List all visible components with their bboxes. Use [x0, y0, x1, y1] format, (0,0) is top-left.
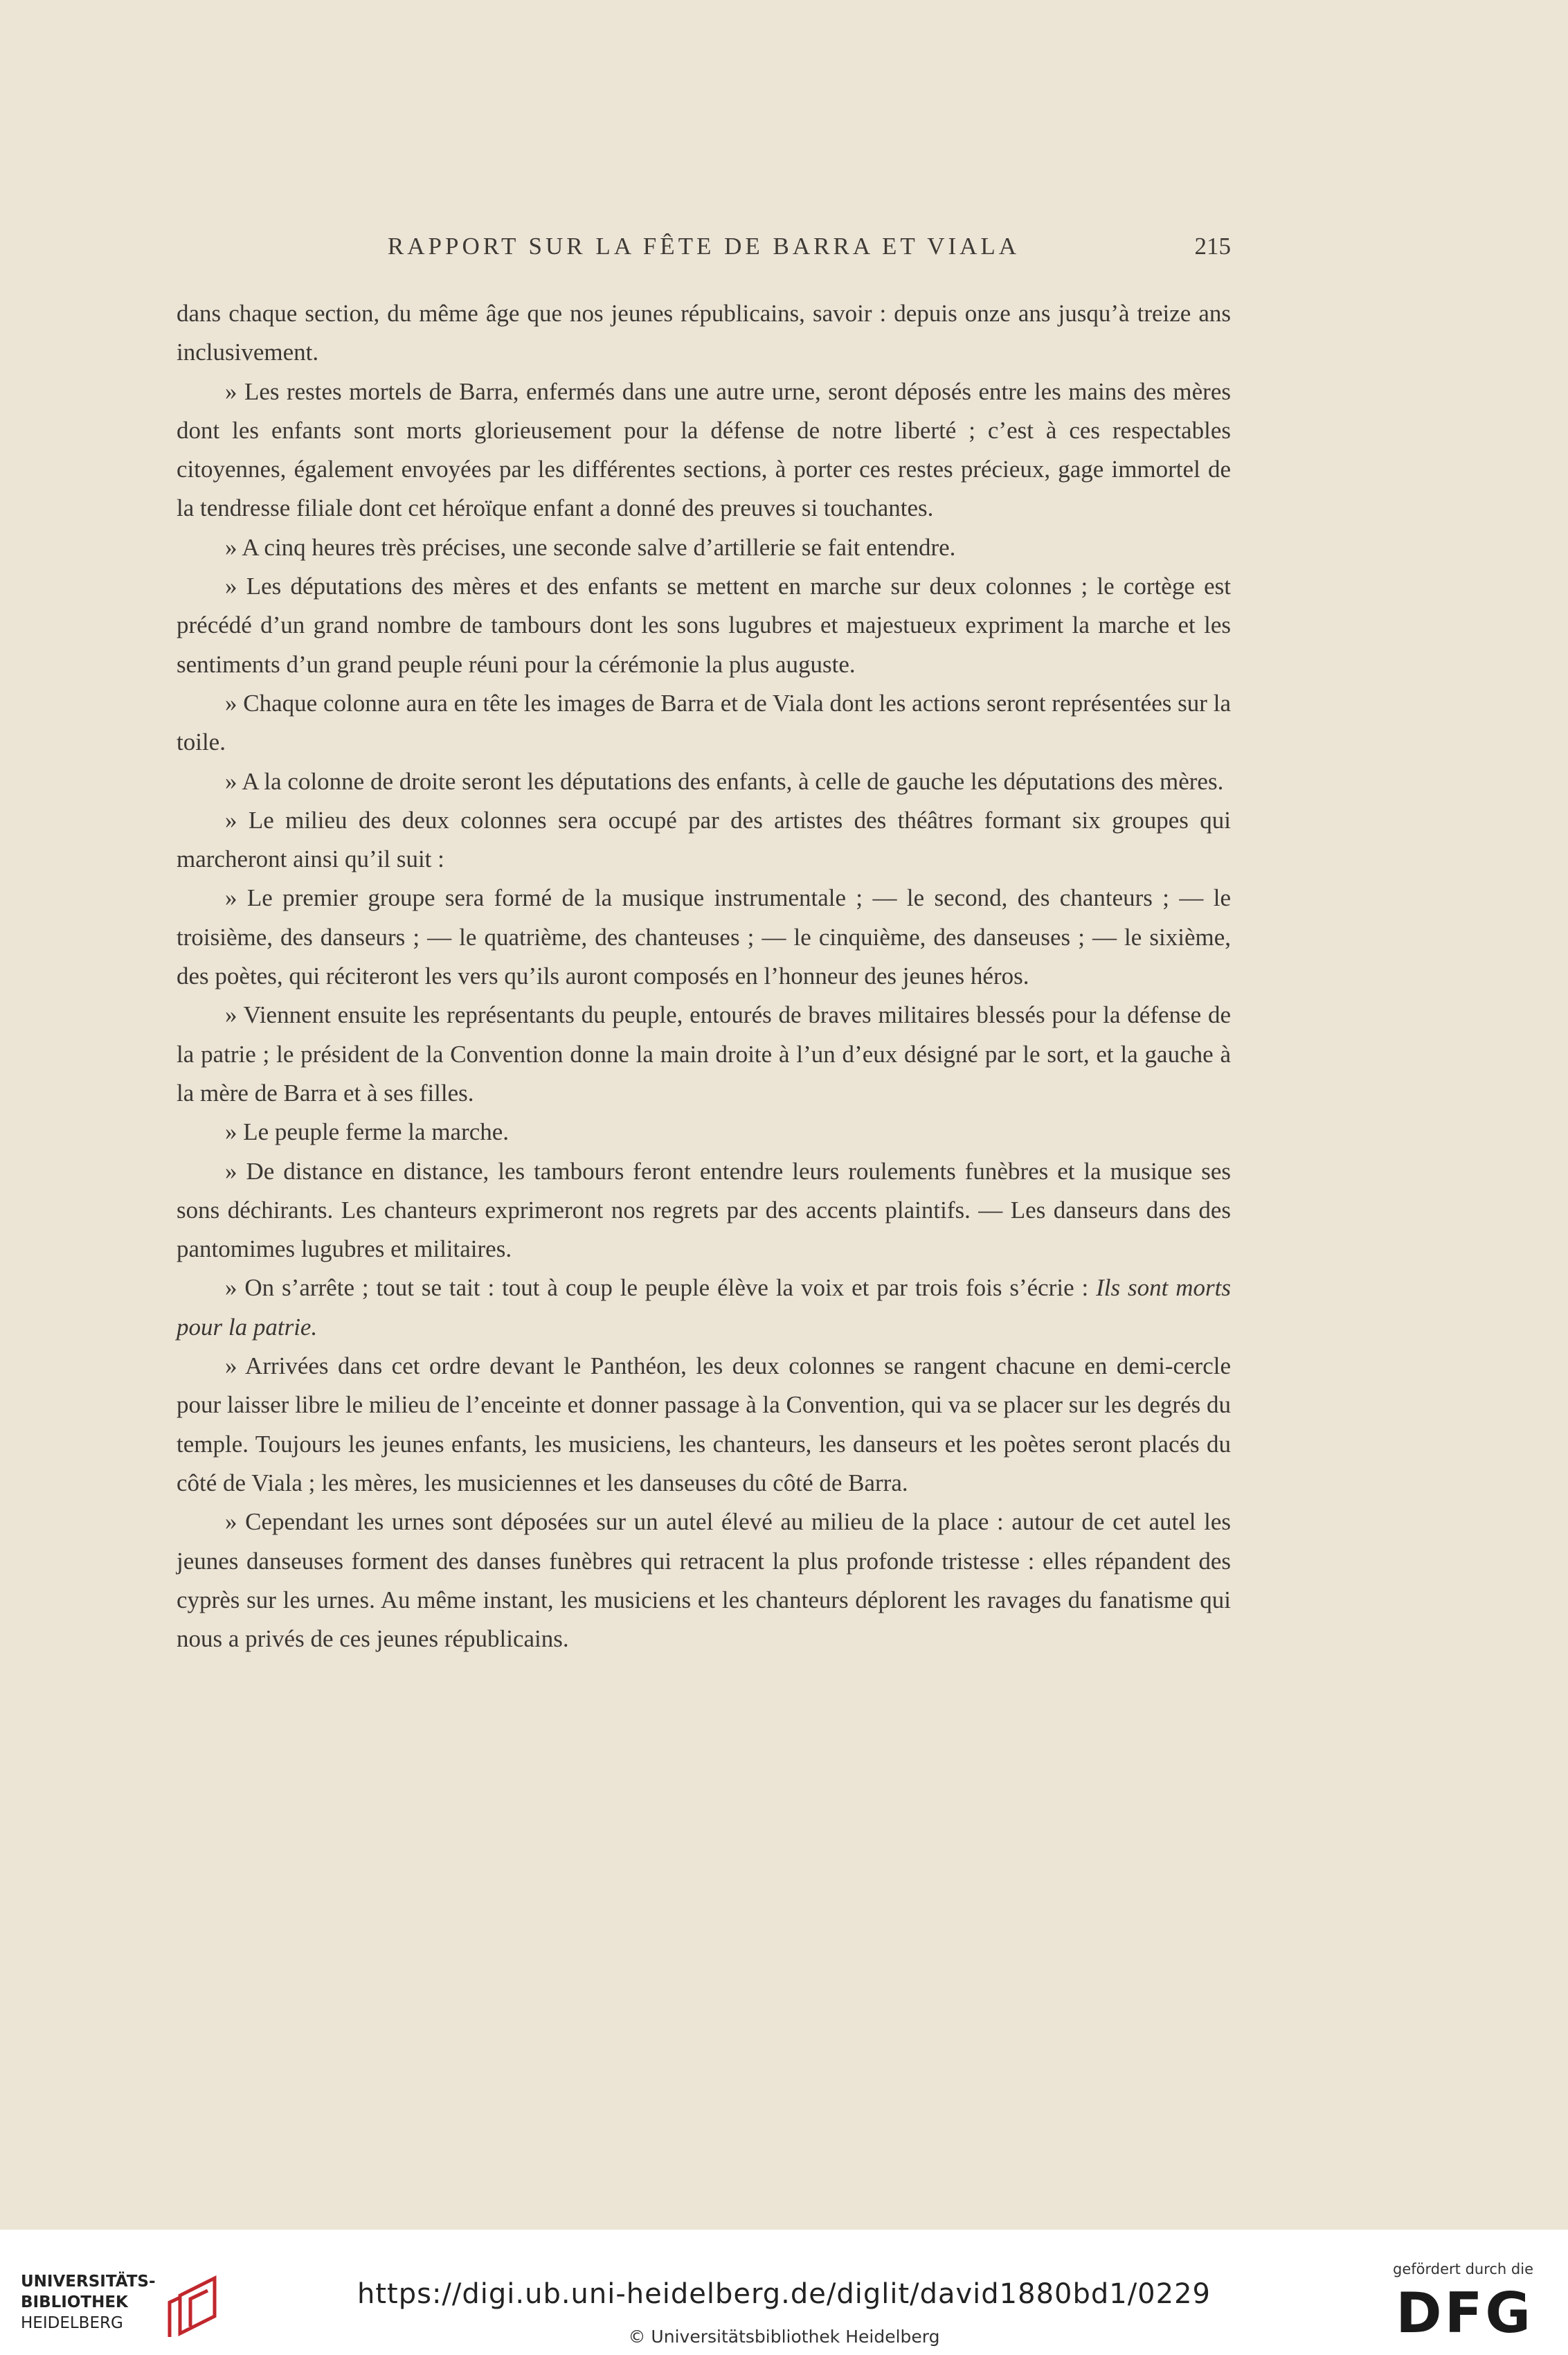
paragraph: dans chaque section, du même âge que nos jeunes républicains, savoir : depuis onze ans jusqu’à treize ans inclusivement. [177, 300, 1231, 366]
paragraph-text: » On s’arrête ; tout se tait : tout à coup le peuple élève la voix et par trois fois s’écrie : [225, 1274, 1089, 1302]
body-text [177, 294, 1231, 1658]
funding-caption: gefördert durch die [1393, 2261, 1533, 2277]
paragraph: » Les députations des mères et des enfants se mettent en marche sur deux colonnes ; le cortège est précédé d’un grand nombre de tambours dont les sons lugubres et majestueux expriment la marche et les sentiments d’un grand peuple réuni pour la cérémonie la plus auguste. [177, 573, 1231, 678]
paragraph: » De distance en distance, les tambours feront entendre leurs roulements funèbres et la musique ses sons déchirants. Les chanteurs exprimeront nos regrets par des accents plaintifs. — Les danseurs dans des pantomimes lugubres et militaires. [177, 1157, 1231, 1263]
digitization-footer [0, 2230, 1568, 2355]
paragraph: » Viennent ensuite les représentants du peuple, entourés de braves militaires blessés pour la défense de la patrie ; le président de la Convention donne la main droite à l’un d’eux désigné par le sort, et la gauche à la mère de Barra et à ses filles. [177, 1001, 1231, 1107]
library-name-line: HEIDELBERG [21, 2314, 123, 2332]
running-head [177, 233, 1231, 271]
paragraph: » Arrivées dans cet ordre devant le Panthéon, les deux colonnes se rangent chacune en demi-cercle pour laisser libre le milieu de l’enceinte et donner passage à la Convention, qui va se placer sur les degrés du temple. Toujours les jeunes enfants, les musiciens, les chanteurs, les danseurs et les poètes seront placés du côté de Viala ; les mères, les musiciennes et les danseuses du côté de Barra. [177, 1352, 1231, 1496]
dfg-funding[interactable] [1374, 2261, 1533, 2344]
library-name-line: BIBLIOTHEK [21, 2293, 128, 2311]
paragraph [177, 1269, 1231, 1347]
library-name-line: UNIVERSITÄTS- [21, 2273, 156, 2291]
citation-link[interactable]: https://digi.ub.uni-heidelberg.de/diglit/david1880bd1/0229 [357, 2278, 1211, 2310]
paragraph: » Les restes mortels de Barra, enfermés dans une autre urne, seront déposés entre les mains des mères dont les enfants sont morts glorieusement pour la défense de notre liberté ; c’est à ces respectables citoyennes, également envoyées par les différentes sections, à porter ces restes précieux, gage immortel de la tendresse filiale dont cet héroïque enfant a donné des preuves si touchantes. [177, 377, 1231, 522]
copyright-notice: © Universitätsbibliothek Heidelberg [628, 2327, 940, 2347]
paragraph: » Le premier groupe sera formé de la musique instrumentale ; — le second, des chanteurs ; — le troisième, des danseurs ; — le quatrième, des chanteuses ; — le cinquième, des danseuses ; — le sixième, des poètes, qui réciteront les vers qu’ils auront composés en l’honneur des jeunes héros. [177, 884, 1231, 990]
paragraph: » Le milieu des deux colonnes sera occupé par des artistes des théâtres formant six groupes qui marcheront ainsi qu’il suit : [177, 806, 1231, 873]
paragraph: » Le peuple ferme la marche. [225, 1118, 510, 1146]
paragraph: » Cependant les urnes sont déposées sur un autel élevé au milieu de la place : autour de cet autel les jeunes danseuses forment des danses funèbres qui retracent la plus profonde tristesse : elles répandent des cyprès sur les urnes. Au même instant, les musiciens et les chanteurs déplorent les ravages du fanatisme qui nous a privés de ces jeunes républicains. [177, 1508, 1231, 1653]
page-number: 215 [1194, 233, 1231, 260]
paragraph: » A la colonne de droite seront les députations des enfants, à celle de gauche les députations des mères. [225, 767, 1224, 795]
paragraph: » Chaque colonne aura en tête les images de Barra et de Viala dont les actions seront représentées sur la toile. [177, 689, 1231, 756]
running-title: RAPPORT SUR LA FÊTE DE BARRA ET VIALA [387, 233, 1020, 260]
italic-quote: Ils sont morts pour la patrie. [177, 1274, 1231, 1341]
dfg-logo: DFG [1396, 2281, 1533, 2345]
paragraph: » A cinq heures très précises, une seconde salve d’artillerie se fait entendre. [225, 533, 956, 561]
